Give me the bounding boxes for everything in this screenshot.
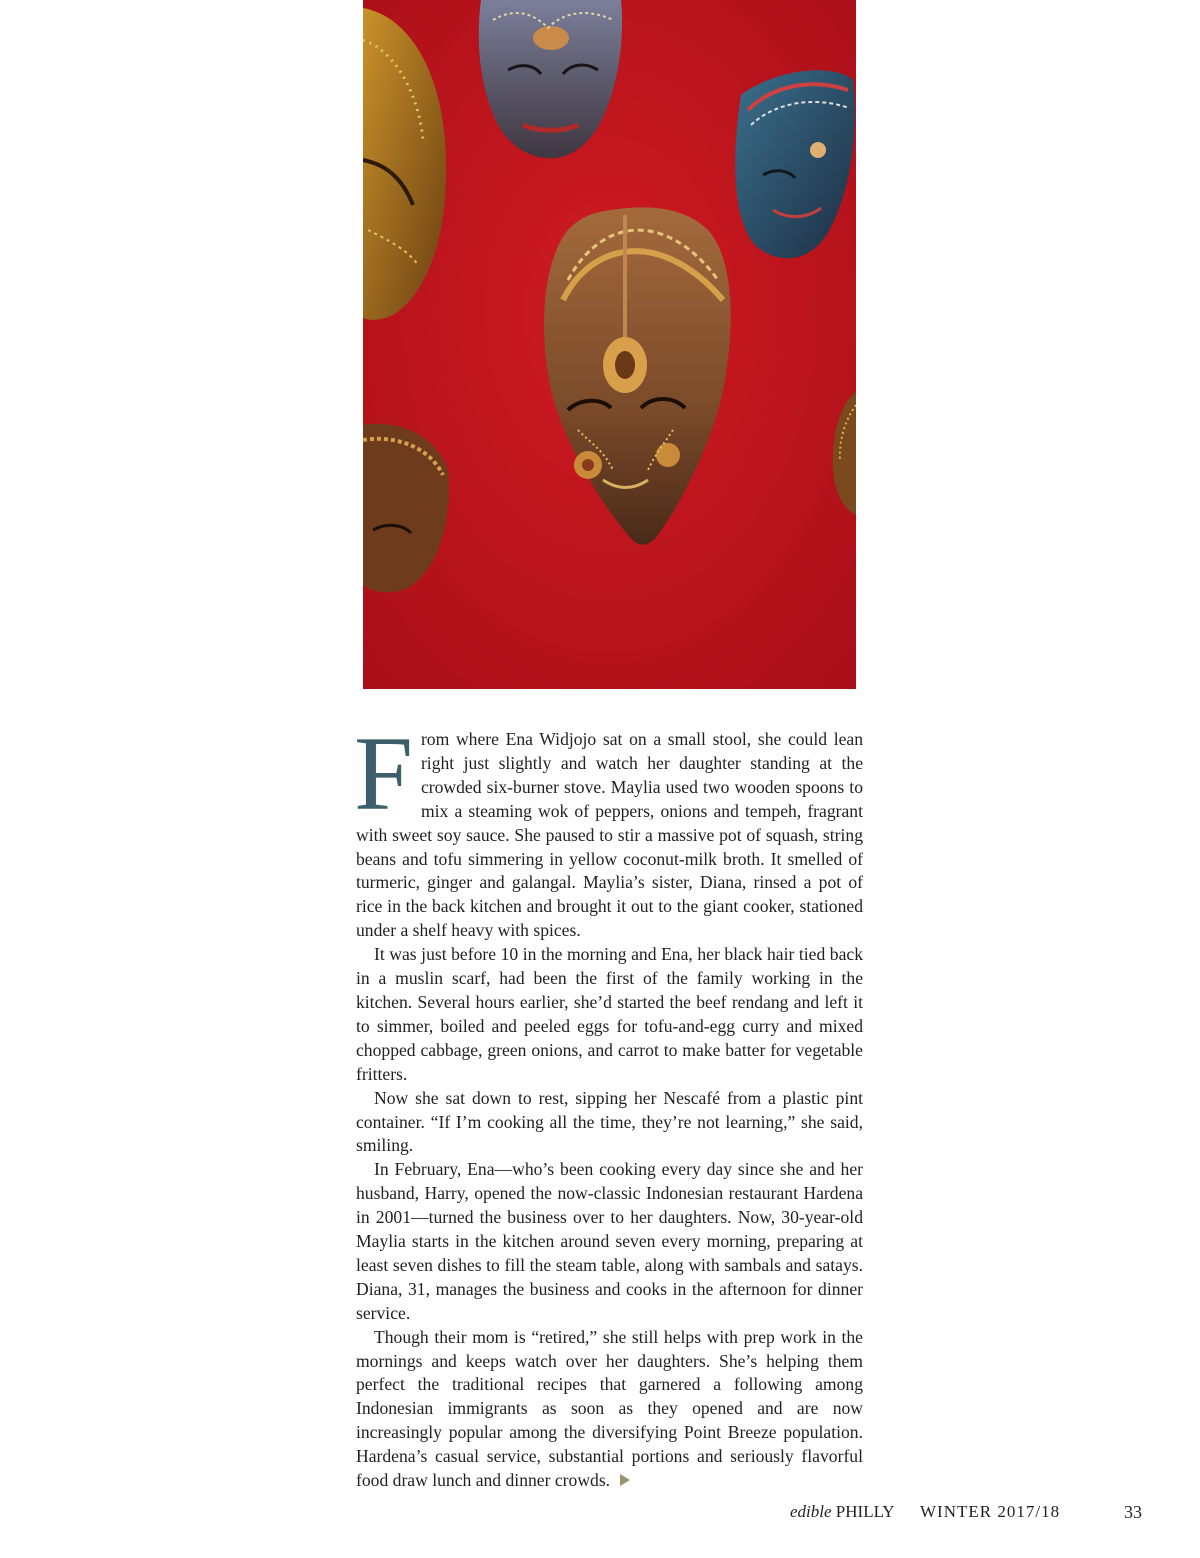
page-number: 33 bbox=[1124, 1502, 1142, 1522]
paragraph-1-text: rom where Ena Widjojo sat on a small stool, she could lean right just slightly and watch her daughter standing at the crowded six-burner stove. Maylia used two wooden spoons to mix a steaming wok of peppers, onions and tempeh, fragrant with sweet soy sauce. She paused to stir a massive pot of squash, string beans and tofu simmering in yellow coconut-milk broth. It smelled of turmeric, ginger and galangal. Maylia’s sister, Diana, rinsed a pot of rice in the back kitchen and brought it out to the giant cooker, stationed under a shelf heavy with spices. bbox=[356, 729, 863, 941]
brand-philly: PHILLY bbox=[835, 1502, 895, 1521]
magazine-brand bbox=[790, 1502, 895, 1522]
masks-illustration bbox=[363, 0, 856, 689]
paragraph-3: Now she sat down to rest, sipping her Nescafé from a plastic pint container. “If I’m cooking all the time, they’re not learning,” she said, smiling. bbox=[356, 1087, 863, 1156]
brand-edible: edible bbox=[790, 1502, 832, 1521]
article-body bbox=[354, 715, 863, 1493]
triangle-right-icon bbox=[620, 1474, 630, 1486]
paragraph-1 bbox=[354, 715, 863, 943]
paragraph-5-text: Though their mom is “retired,” she still helps with prep work in the mornings and keeps watch over her daughters. She’s helping them perfect the traditional recipes that garnered a following among Indonesian immigrants as soon as they opened and are now increasingly popular among the diversifying Point Breeze population. Hardena’s casual service, substantial portions and seriously flavorful food draw lunch and dinner crowds. bbox=[356, 1326, 863, 1491]
paragraph-4: In February, Ena—who’s been cooking every day since she and her husband, Harry, opened the now-classic Indonesian restaurant Hardena in 2001—turned the business over to her daughters. Now, 30-year-old Maylia starts in the kitchen around seven every morning, preparing at least seven dishes to fill the steam table, along with sambals and satays. Diana, 31, manages the business and cooks in the afternoon for dinner service. bbox=[356, 1159, 863, 1323]
issue-label: WINTER 2017/18 bbox=[920, 1502, 1061, 1521]
masks-photo bbox=[363, 0, 856, 689]
paragraph-2: It was just before 10 in the morning and Ena, her black hair tied back in a muslin scarf, had been the first of the family working in the kitchen. Several hours earlier, she’d started the beef rendang and left it to simmer, boiled and peeled eggs for tofu-and-egg curry and mixed chopped cabbage, green onions, and carrot to make batter for vegetable fritters. bbox=[356, 944, 863, 1084]
drop-cap: F bbox=[354, 715, 413, 832]
paragraph-5 bbox=[356, 1326, 863, 1493]
